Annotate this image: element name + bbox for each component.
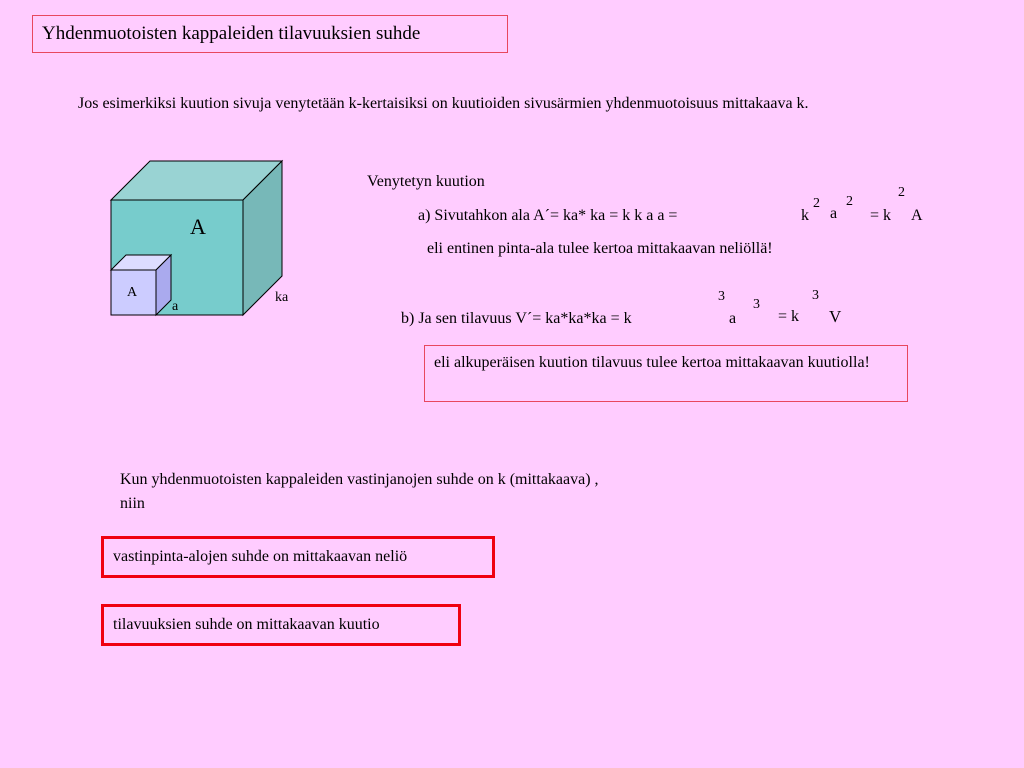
small-edge-label: a <box>172 299 179 314</box>
line-a-k-exponent: 2 <box>813 196 820 211</box>
big-face-label: A <box>190 214 206 239</box>
page-title: Yhdenmuotoisten kappaleiden tilavuuksien suhde <box>32 15 508 53</box>
line-a-text: a) Sivutahkon ala A´= ka* ka = k k a a = <box>418 207 678 224</box>
area-ratio-box: vastinpinta-alojen suhde on mittakaavan neliö <box>101 536 495 578</box>
summary-line-1: Kun yhdenmuotoisten kappaleiden vastinjanojen suhde on k (mittakaava) , <box>120 471 599 488</box>
line-b-k-exponent: 3 <box>718 289 725 304</box>
intro-text: Jos esimerkiksi kuution sivuja venytetään k-kertaisiksi on kuutioiden sivusärmien yhdenmuotoisuus mittakaava k. <box>78 95 809 112</box>
line-a-note: eli entinen pinta-ala tulee kertoa mittakaavan neliöllä! <box>427 240 773 257</box>
line-b-a: a <box>729 310 737 327</box>
line-a-a-exponent: 2 <box>846 194 853 209</box>
summary-line-2: niin <box>120 495 145 512</box>
line-a-eq-k: = k <box>870 207 892 224</box>
line-b-V: V <box>829 307 842 326</box>
volume-note-box: eli alkuperäisen kuution tilavuus tulee kertoa mittakaavan kuutiolla! <box>424 345 908 402</box>
line-b-text: b) Ja sen tilavuus V´= ka*ka*ka = k <box>401 310 632 327</box>
line-a-eq-exponent: 2 <box>898 185 905 200</box>
section-heading: Venytetyn kuution <box>367 173 485 190</box>
big-edge-label: ka <box>275 290 289 305</box>
line-a-a: a <box>830 205 838 222</box>
line-b-a-exponent: 3 <box>753 297 760 312</box>
line-b-eq-exponent: 3 <box>812 288 819 303</box>
line-b-eq-k: = k <box>778 308 800 325</box>
volume-ratio-box: tilavuuksien suhde on mittakaavan kuutio <box>101 604 461 646</box>
line-a-k: k <box>801 207 809 224</box>
small-face-label: A <box>127 285 138 300</box>
line-a-A: A <box>911 207 923 224</box>
